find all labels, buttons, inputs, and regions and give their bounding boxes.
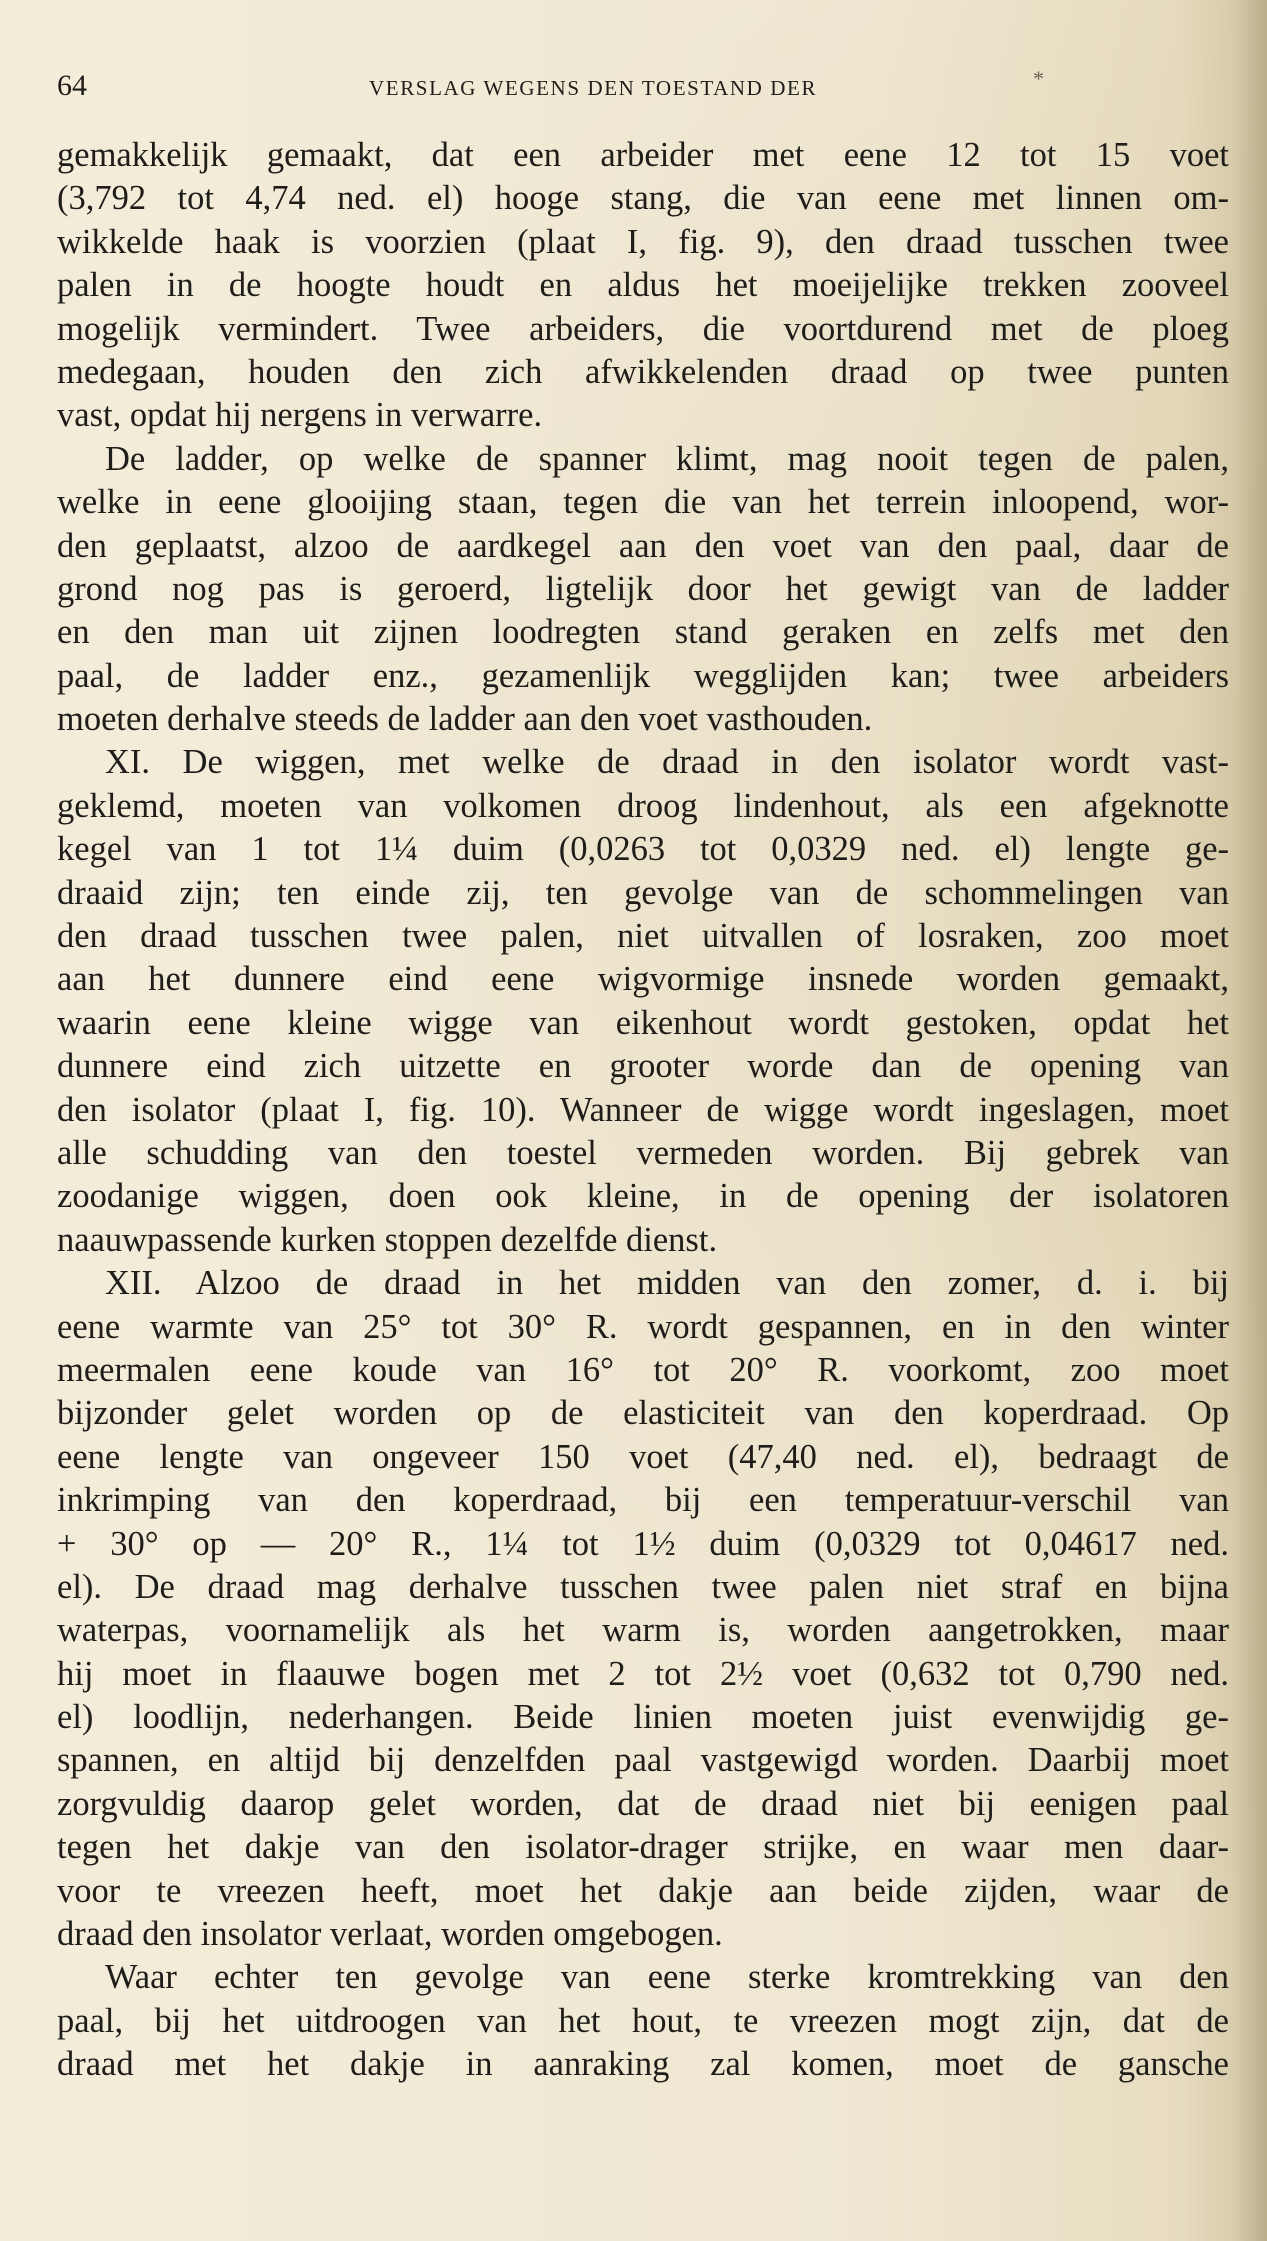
text-line: vast, opdat hij nergens in verwarre. bbox=[57, 396, 543, 435]
text-line: bijzonder gelet worden op de elasticiteit van den koperdraad. Op bbox=[57, 1394, 1229, 1433]
text-line: eene lengte van ongeveer 150 voet (47,40 ned. el), bedraagt de bbox=[57, 1437, 1229, 1476]
text-line: (3,792 tot 4,74 ned. el) hooge stang, die van eene met linnen om- bbox=[57, 179, 1229, 218]
text-line: spannen, en altijd bij denzelfden paal vastgewigd worden. Daarbij moet bbox=[57, 1741, 1229, 1780]
text-line: waterpas, voornamelijk als het warm is, worden aangetrokken, maar bbox=[57, 1611, 1229, 1650]
text-line: paal, bij het uitdroogen van het hout, te vreezen mogt zijn, dat de bbox=[57, 2001, 1229, 2040]
text-line: hij moet in flaauwe bogen met 2 tot 2½ voet (0,632 tot 0,790 ned. bbox=[57, 1654, 1229, 1693]
text-line: en den man uit zijnen loodregten stand geraken en zelfs met den bbox=[57, 613, 1229, 652]
page-number: 64 bbox=[57, 69, 87, 102]
text-line: medegaan, houden den zich afwikkelenden draad op twee punten bbox=[57, 352, 1229, 391]
text-line: moeten derhalve steeds de ladder aan den voet vasthouden. bbox=[57, 700, 873, 739]
text-line: tegen het dakje van den isolator-drager strijke, en waar men daar- bbox=[57, 1828, 1229, 1867]
body-text bbox=[57, 134, 1229, 2087]
text-line: el). De draad mag derhalve tusschen twee palen niet straf en bijna bbox=[57, 1567, 1229, 1606]
text-line: voor te vreezen heeft, moet het dakje aan beide zijden, waar de bbox=[57, 1871, 1229, 1910]
text-line: den isolator (plaat I, fig. 10). Wanneer de wigge wordt ingeslagen, moet bbox=[57, 1090, 1229, 1129]
text-line: mogelijk vermindert. Twee arbeiders, die voortdurend met de ploeg bbox=[57, 309, 1229, 348]
text-line: kegel van 1 tot 1¼ duim (0,0263 tot 0,0329 ned. el) lengte ge- bbox=[57, 830, 1229, 869]
text-line: draaid zijn; ten einde zij, ten gevolge van de schommelingen van bbox=[57, 873, 1229, 912]
text-line: gemakkelijk gemaakt, dat een arbeider met eene 12 tot 15 voet bbox=[57, 136, 1229, 174]
text-line: XI. De wiggen, met welke de draad in den isolator wordt vast- bbox=[105, 743, 1229, 782]
running-head: VERSLAG WEGENS DEN TOESTAND DER bbox=[369, 76, 818, 100]
header-mark: * bbox=[1033, 66, 1044, 91]
text-line: den geplaatst, alzoo de aardkegel aan den voet van den paal, daar de bbox=[57, 526, 1229, 565]
text-line: meermalen eene koude van 16° tot 20° R. voorkomt, zoo moet bbox=[57, 1350, 1229, 1389]
text-line: alle schudding van den toestel vermeden worden. Bij gebrek van bbox=[57, 1133, 1229, 1172]
text-line: De ladder, op welke de spanner klimt, mag nooit tegen de palen, bbox=[105, 439, 1229, 478]
text-line: eene warmte van 25° tot 30° R. wordt gespannen, en in den winter bbox=[57, 1307, 1229, 1346]
page-header bbox=[57, 68, 1237, 108]
text-line: + 30° op — 20° R., 1¼ tot 1½ duim (0,0329 tot 0,04617 ned. bbox=[57, 1524, 1229, 1563]
text-line: geklemd, moeten van volkomen droog lindenhout, als een afgeknotte bbox=[57, 786, 1229, 825]
text-line: aan het dunnere eind eene wigvormige insnede worden gemaakt, bbox=[57, 960, 1229, 999]
text-line: el) loodlijn, nederhangen. Beide linien moeten juist evenwijdig ge- bbox=[57, 1698, 1229, 1737]
text-line: XII. Alzoo de draad in het midden van den zomer, d. i. bij bbox=[105, 1264, 1229, 1303]
text-line: welke in eene glooijing staan, tegen die van het terrein inloopend, wor- bbox=[57, 483, 1229, 522]
text-line: inkrimping van den koperdraad, bij een temperatuur-verschil van bbox=[57, 1481, 1229, 1520]
text-line: Waar echter ten gevolge van eene sterke kromtrekking van den bbox=[105, 1958, 1229, 1997]
text-line: naauwpassende kurken stoppen dezelfde dienst. bbox=[57, 1220, 718, 1259]
text-line: wikkelde haak is voorzien (plaat I, fig. 9), den draad tusschen twee bbox=[57, 222, 1229, 261]
text-line: zorgvuldig daarop gelet worden, dat de draad niet bij eenigen paal bbox=[57, 1784, 1229, 1823]
text-line: zoodanige wiggen, doen ook kleine, in de opening der isolatoren bbox=[57, 1177, 1229, 1216]
text-line: waarin eene kleine wigge van eikenhout wordt gestoken, opdat het bbox=[57, 1003, 1229, 1042]
text-line: den draad tusschen twee palen, niet uitvallen of losraken, zoo moet bbox=[57, 917, 1229, 956]
text-line: dunnere eind zich uitzette en grooter worde dan de opening van bbox=[57, 1047, 1229, 1086]
page-edge-shadow bbox=[1233, 0, 1267, 2241]
text-line: draad met het dakje in aanraking zal komen, moet de gansche bbox=[57, 2045, 1229, 2084]
text-line: grond nog pas is geroerd, ligtelijk door het gewigt van de ladder bbox=[57, 569, 1229, 608]
text-line: paal, de ladder enz., gezamenlijk wegglijden kan; twee arbeiders bbox=[57, 656, 1229, 695]
text-line: draad den insolator verlaat, worden omgebogen. bbox=[57, 1915, 723, 1954]
text-line: palen in de hoogte houdt en aldus het moeijelijke trekken zooveel bbox=[57, 266, 1229, 305]
